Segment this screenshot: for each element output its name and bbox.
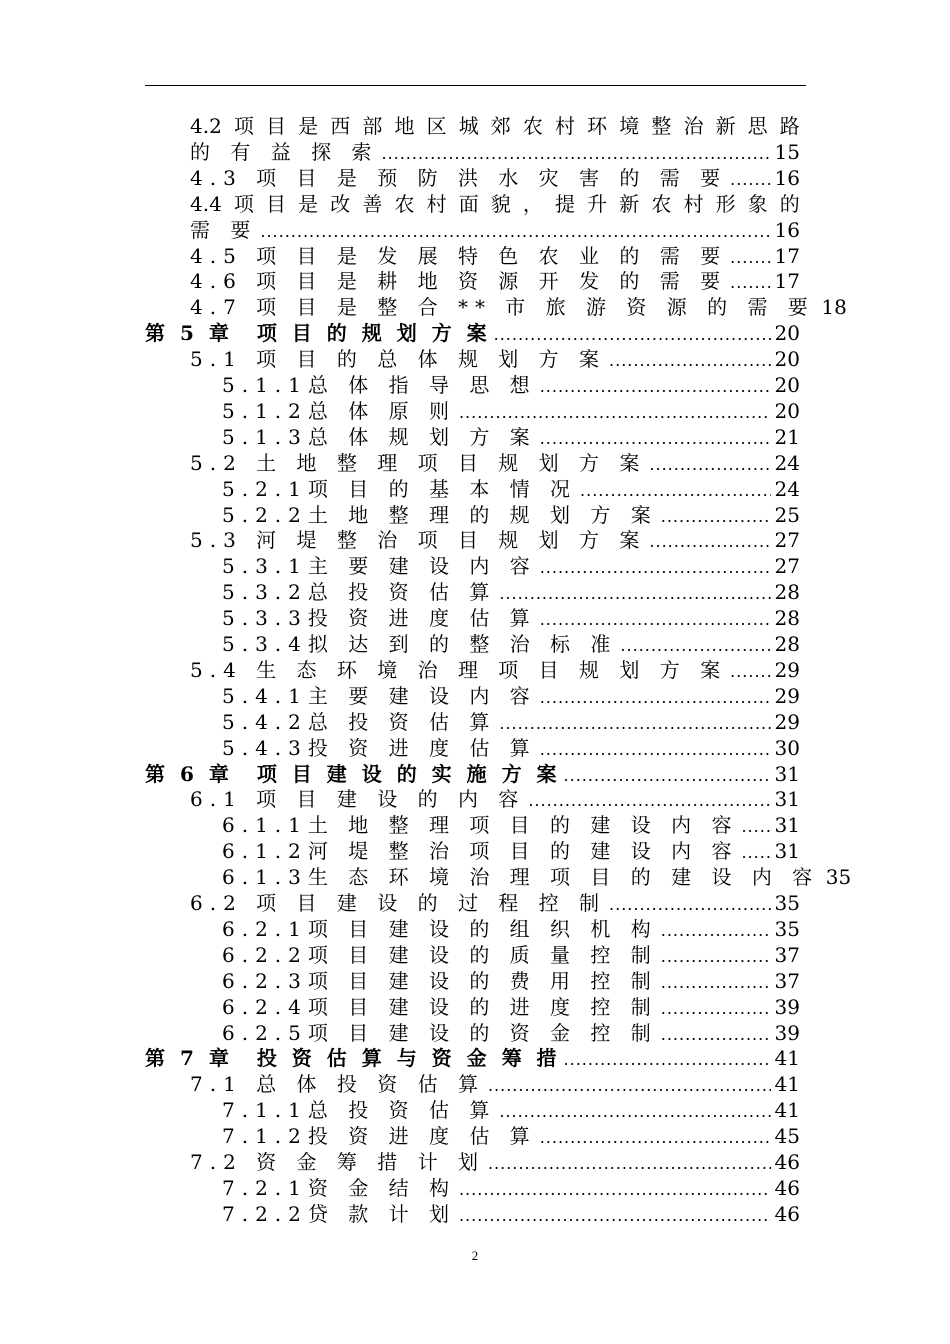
- dot-leader: [528, 788, 771, 814]
- dot-leader: [488, 1151, 771, 1177]
- toc-page-number: 31: [774, 813, 800, 838]
- toc-entry-title: 7.1.2投 资 进 度 估 算: [222, 1124, 537, 1149]
- toc-entry[interactable]: [190, 1071, 800, 1099]
- toc-chapter[interactable]: [145, 320, 800, 348]
- toc-page-number: 41: [774, 1072, 800, 1097]
- toc-page-number: 37: [774, 968, 800, 993]
- toc-page-number: 20: [774, 398, 800, 423]
- toc-entry-title: 5.1.3总 体 规 划 方 案: [222, 424, 537, 449]
- toc-page-number: 20: [774, 373, 800, 397]
- toc-entry[interactable]: [190, 786, 800, 814]
- dot-leader: [649, 452, 771, 478]
- toc-page-number: 29: [774, 657, 800, 682]
- toc-entry-title-line1: 4.4 项 目 是 改 善 农 村 面 貌 ， 提 升 新 农 村 形 象 的: [190, 191, 800, 216]
- dot-leader: [661, 970, 771, 996]
- dot-leader: [499, 1099, 771, 1125]
- dot-leader: [730, 659, 771, 685]
- toc-page-number: 24: [774, 476, 800, 501]
- toc-page-number: 29: [774, 683, 800, 708]
- toc-page-number: 46: [774, 1150, 800, 1174]
- toc-entry-title: 5.4.1主 要 建 设 内 容: [222, 683, 537, 708]
- toc-entry-title: 需 要: [190, 217, 258, 242]
- dot-leader: [540, 607, 771, 633]
- toc-page-number: 24: [774, 450, 800, 475]
- dot-leader: [540, 685, 771, 711]
- dot-leader: [609, 348, 771, 374]
- toc-entry[interactable]: [222, 424, 800, 452]
- dot-leader: [730, 270, 771, 296]
- toc-entry[interactable]: [222, 838, 800, 866]
- toc-entry[interactable]: [222, 916, 800, 944]
- toc-page-number: 41: [774, 1046, 800, 1071]
- toc-entry-title: 7.2.1资 金 结 构: [222, 1175, 456, 1200]
- toc-entry[interactable]: [190, 294, 847, 322]
- dot-leader: [609, 892, 771, 918]
- dot-leader: [540, 737, 771, 763]
- toc-entry[interactable]: [222, 968, 800, 996]
- toc-entry[interactable]: [222, 709, 800, 737]
- toc-entry-title: 第 6 章 项 目 建 设 的 实 施 方 案: [145, 761, 561, 786]
- toc-entry-title: 6.2.1项 目 建 设 的 组 织 机 构: [222, 916, 658, 941]
- toc-entry-title: 4.7 项 目 是 整 合 ** 市 旅 游 资 源 的 需 要: [190, 295, 815, 320]
- toc-page-number: 31: [774, 839, 800, 864]
- toc-entry-title: 7.2.2贷 款 计 划: [222, 1201, 456, 1226]
- toc-entry[interactable]: [190, 890, 800, 918]
- toc-entry-title: 4.5 项 目 是 发 展 特 色 农 业 的 需 要: [190, 243, 728, 268]
- dot-leader: [540, 426, 771, 452]
- toc-entry-title: 6.2.5项 目 建 设 的 资 金 控 制: [222, 1020, 658, 1045]
- toc-page-number: 39: [774, 994, 800, 1019]
- toc-entry-title: 5.3 河 堤 整 治 项 目 规 划 方 案: [190, 528, 647, 553]
- toc-entry-title: 7.1.1总 投 资 估 算: [222, 1098, 497, 1123]
- toc-entry-title: 5.2 土 地 整 理 项 目 规 划 方 案: [190, 450, 647, 475]
- toc-chapter[interactable]: [145, 761, 800, 789]
- toc-entry[interactable]: [222, 735, 800, 763]
- toc-entry[interactable]: [222, 1123, 800, 1151]
- toc-entry-title: 6.1.3生 态 环 境 治 理 项 目 的 建 设 内 容: [222, 865, 820, 890]
- dot-leader: [661, 918, 771, 944]
- toc-entry-title: 5.2.2土 地 整 理 的 规 划 方 案: [222, 502, 658, 527]
- toc-entry-title: 6.2 项 目 建 设 的 过 程 控 制: [190, 891, 607, 915]
- toc-entry-title: 6.1 项 目 建 设 的 内 容: [190, 787, 526, 812]
- toc-entry[interactable]: [222, 1097, 800, 1125]
- toc-page-number: 46: [774, 1201, 800, 1226]
- toc-entry[interactable]: [222, 372, 800, 400]
- dot-leader: [661, 1022, 771, 1048]
- toc-page-number: 17: [774, 243, 800, 268]
- toc-entry[interactable]: [222, 476, 800, 504]
- toc-entry-title: 5.3.1主 要 建 设 内 容: [222, 554, 537, 579]
- toc-entry[interactable]: [222, 1201, 800, 1229]
- toc-entry[interactable]: [190, 243, 800, 271]
- dot-leader: [661, 944, 771, 970]
- dot-leader: [459, 1203, 771, 1229]
- dot-leader: [741, 840, 771, 866]
- toc-entry[interactable]: [222, 579, 800, 607]
- toc-entry[interactable]: [222, 631, 800, 659]
- toc-entry-title: 5.1.1总 体 指 导 思 想: [222, 373, 537, 397]
- toc-page-number: 28: [774, 632, 800, 656]
- toc-page-number: 15: [774, 140, 800, 164]
- toc-entry[interactable]: [190, 191, 800, 245]
- toc-entry[interactable]: [222, 605, 800, 633]
- toc-entry[interactable]: [222, 864, 852, 892]
- toc-entry[interactable]: [190, 268, 800, 296]
- toc-chapter[interactable]: [145, 1045, 800, 1073]
- toc-page-number: 20: [774, 321, 800, 346]
- dot-leader: [564, 1047, 771, 1073]
- toc-page-number: 45: [774, 1124, 800, 1149]
- dot-leader: [494, 322, 771, 348]
- toc-page-number: 25: [774, 502, 800, 527]
- toc-page-number: 16: [774, 165, 800, 190]
- toc-entry-title: 5.3.4拟 达 到 的 整 治 标 准: [222, 632, 618, 656]
- toc-entry-title: 5.3.3投 资 进 度 估 算: [222, 606, 537, 631]
- toc-entry[interactable]: [222, 398, 800, 426]
- toc-entry-title-line1: 4.2 项 目 是 西 部 地 区 城 郊 农 村 环 境 整 治 新 思 路: [190, 114, 800, 138]
- dot-leader: [459, 400, 771, 426]
- toc-entry-title: 的 有 益 探 索: [190, 140, 379, 164]
- toc-page-number: 37: [774, 942, 800, 967]
- toc-page-number: 31: [774, 761, 800, 786]
- toc-page-number: 39: [774, 1020, 800, 1045]
- dot-leader: [459, 1177, 771, 1203]
- toc-entry[interactable]: [222, 553, 800, 581]
- dot-leader: [620, 633, 771, 659]
- toc-entry-title: 第 7 章 投 资 估 算 与 资 金 筹 措: [145, 1046, 561, 1071]
- toc-entry-title: 7.2 资 金 筹 措 计 划: [190, 1150, 485, 1174]
- toc-entry[interactable]: [190, 450, 800, 478]
- toc-entry[interactable]: [222, 994, 800, 1022]
- toc-entry-title: 4.3 项 目 是 预 防 洪 水 灾 害 的 需 要: [190, 165, 728, 190]
- toc-entry-title: 5.2.1项 目 的 基 本 情 况: [222, 476, 578, 501]
- toc-entry-title: 5.1 项 目 的 总 体 规 划 方 案: [190, 347, 607, 372]
- toc-entry-title: 6.1.2河 堤 整 治 项 目 的 建 设 内 容: [222, 839, 739, 864]
- toc-entry[interactable]: [222, 1020, 800, 1048]
- toc-entry[interactable]: [190, 165, 800, 193]
- dot-leader: [661, 996, 771, 1022]
- toc-entry-title: 6.1.1土 地 整 理 项 目 的 建 设 内 容: [222, 813, 739, 838]
- dot-leader: [540, 555, 771, 581]
- dot-leader: [741, 814, 771, 840]
- toc-page-number: 20: [774, 347, 800, 372]
- header-rule: [145, 85, 806, 86]
- toc-entry-title: 5.1.2总 体 原 则: [222, 398, 456, 423]
- toc-entry-title: 4.6 项 目 是 耕 地 资 源 开 发 的 需 要: [190, 269, 728, 294]
- dot-leader: [540, 374, 771, 400]
- toc-entry[interactable]: [190, 1149, 800, 1177]
- toc-entry-title: 7.1 总 体 投 资 估 算: [190, 1072, 485, 1097]
- toc-page-number: 28: [774, 606, 800, 631]
- toc-entry[interactable]: [222, 1175, 800, 1203]
- toc-entry-title: 5.4 生 态 环 境 治 理 项 目 规 划 方 案: [190, 657, 728, 682]
- toc-entry-title: 5.3.2总 投 资 估 算: [222, 580, 497, 605]
- toc-entry[interactable]: [222, 942, 800, 970]
- toc-page-number: 21: [774, 424, 800, 449]
- page-number: 2: [471, 1248, 479, 1263]
- toc-entry-title: 6.2.2项 目 建 设 的 质 量 控 制: [222, 942, 658, 967]
- toc-entry-title: 6.2.4项 目 建 设 的 进 度 控 制: [222, 994, 658, 1019]
- dot-leader: [499, 711, 771, 737]
- dot-leader: [730, 167, 771, 193]
- dot-leader: [540, 1125, 771, 1151]
- toc-page-number: 35: [774, 916, 800, 941]
- dot-leader: [381, 141, 771, 167]
- dot-leader: [499, 581, 771, 607]
- toc-page-number: 29: [774, 709, 800, 734]
- dot-leader: [488, 1073, 771, 1099]
- toc-page-number: 30: [774, 735, 800, 760]
- toc-entry[interactable]: [190, 346, 800, 374]
- toc-entry[interactable]: [190, 113, 800, 167]
- toc-page-number: 31: [774, 787, 800, 812]
- toc-entry[interactable]: [222, 683, 800, 711]
- toc-entry[interactable]: [222, 812, 800, 840]
- dot-leader: [564, 763, 771, 789]
- dot-leader: [649, 529, 771, 555]
- toc-entry[interactable]: [222, 502, 800, 530]
- toc-entry-title: 6.2.3项 目 建 设 的 费 用 控 制: [222, 968, 658, 993]
- dot-leader: [260, 219, 771, 245]
- dot-leader: [730, 245, 771, 271]
- toc-page-number: 28: [774, 580, 800, 605]
- dot-leader: [580, 478, 771, 504]
- toc-page-number: 17: [774, 269, 800, 294]
- toc-page-number: 35: [825, 865, 852, 890]
- toc-entry[interactable]: [190, 657, 800, 685]
- toc-entry-title: 5.4.2总 投 资 估 算: [222, 709, 497, 734]
- toc-entry-title: 第 5 章 项 目 的 规 划 方 案: [145, 321, 491, 346]
- toc-page-number: 18: [821, 295, 847, 320]
- toc-page-number: 27: [774, 554, 800, 579]
- toc-page-number: 35: [774, 891, 800, 915]
- toc-entry-title: 5.4.3投 资 进 度 估 算: [222, 735, 537, 760]
- toc-page-number: 16: [774, 217, 800, 242]
- toc-page-number: 46: [774, 1175, 800, 1200]
- toc-page-number: 27: [774, 528, 800, 553]
- dot-leader: [661, 504, 771, 530]
- toc-entry[interactable]: [190, 527, 800, 555]
- toc-page-number: 41: [774, 1098, 800, 1123]
